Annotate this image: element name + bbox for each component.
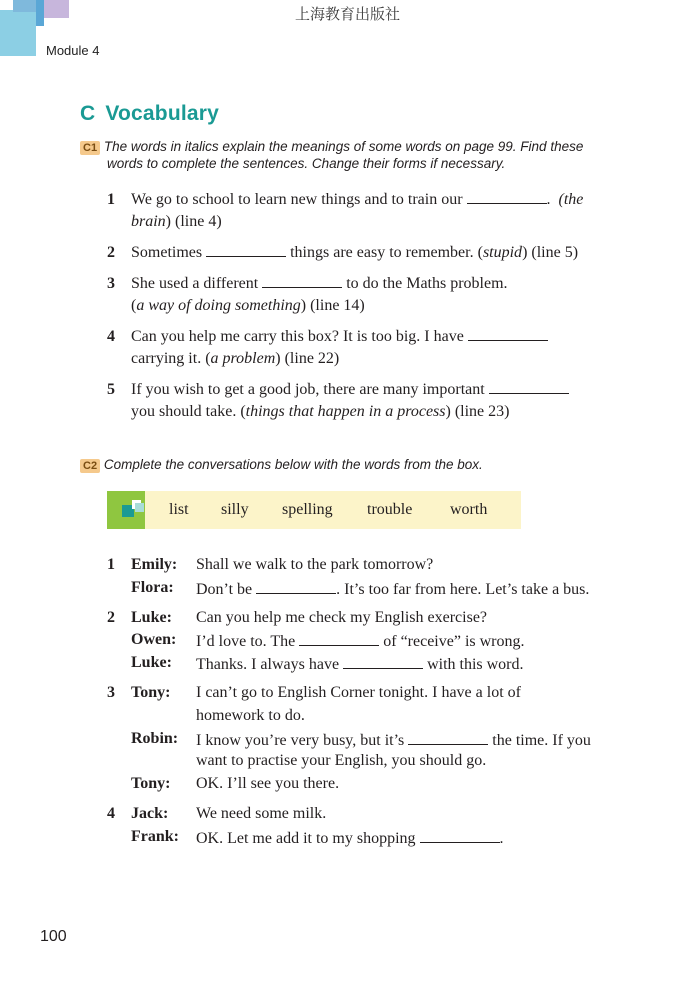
- answer-blank[interactable]: [206, 242, 286, 257]
- item-text-line2: carrying it. (a problem) (line 22): [131, 350, 340, 367]
- item-number: 4: [107, 328, 115, 345]
- dialogue-line: Don’t be . It’s too far from here. Let’s take a bus.: [196, 581, 590, 598]
- item-text: She used a different to do the Maths problem.: [131, 275, 508, 292]
- item-number: 2: [107, 244, 115, 261]
- speaker: Tony:: [131, 775, 171, 792]
- dialogue-line: OK. Let me add it to my shopping .: [196, 830, 504, 847]
- c2-instruction: [80, 456, 483, 473]
- module-label: Module 4: [46, 43, 100, 58]
- answer-blank[interactable]: [299, 631, 379, 646]
- item-text-line2: brain) (line 4): [131, 213, 222, 230]
- page-number: 100: [40, 928, 67, 945]
- item-text: We go to school to learn new things and to train our . (the: [131, 191, 584, 208]
- dialogue-line: Shall we walk to the park tomorrow?: [196, 556, 434, 573]
- conversation-number: 4: [107, 805, 115, 822]
- conversation-number: 2: [107, 609, 115, 626]
- speaker: Owen:: [131, 631, 177, 648]
- word-box: [107, 491, 521, 529]
- dialogue-line: I’d love to. The of “receive” is wrong.: [196, 633, 525, 650]
- word-worth: worth: [450, 501, 488, 518]
- dialogue-line: OK. I’ll see you there.: [196, 775, 340, 792]
- item-text: Sometimes things are easy to remember. (stupid) (line 5): [131, 244, 579, 261]
- c2-badge: C2: [80, 459, 100, 473]
- speaker: Luke:: [131, 609, 172, 626]
- item-number: 1: [107, 191, 115, 208]
- conversation-number: 1: [107, 556, 115, 573]
- dialogue-line: I know you’re very busy, but it’s the time. If you: [196, 732, 591, 749]
- c1-instruction: [80, 138, 583, 155]
- answer-blank[interactable]: [489, 379, 569, 394]
- speaker: Frank:: [131, 828, 179, 845]
- answer-blank[interactable]: [468, 326, 548, 341]
- speaker: Robin:: [131, 730, 179, 747]
- item-number: 3: [107, 275, 115, 292]
- answer-blank[interactable]: [467, 189, 547, 204]
- speaker: Flora:: [131, 579, 174, 596]
- dialogue-line: We need some milk.: [196, 805, 327, 822]
- word-list: list: [169, 501, 189, 518]
- dialogue-line: Thanks. I always have with this word.: [196, 656, 524, 673]
- answer-blank[interactable]: [256, 579, 336, 594]
- word-trouble: trouble: [367, 501, 413, 518]
- word-silly: silly: [221, 501, 249, 518]
- speaker: Jack:: [131, 805, 169, 822]
- dialogue-line: I can’t go to English Corner tonight. I have a lot of: [196, 684, 521, 701]
- item-text-line2: you should take. (things that happen in a process) (line 23): [131, 403, 510, 420]
- item-text-line2: (a way of doing something) (line 14): [131, 297, 365, 314]
- answer-blank[interactable]: [420, 828, 500, 843]
- publisher-name: 上海教育出版社: [294, 5, 400, 23]
- answer-blank[interactable]: [408, 730, 488, 745]
- item-text: Can you help me carry this box? It is too big. I have: [131, 326, 548, 348]
- item-number: 5: [107, 381, 115, 398]
- speaker: Tony:: [131, 684, 171, 701]
- dialogue-line: homework to do.: [196, 707, 305, 724]
- item-text: If you wish to get a good job, there are many important: [131, 379, 569, 401]
- c1-badge: C1: [80, 141, 100, 155]
- answer-blank[interactable]: [262, 273, 342, 288]
- dialogue-line: want to practise your English, you should go.: [196, 752, 487, 769]
- dialogue-line: Can you help me check my English exercise?: [196, 609, 488, 626]
- speaker: Emily:: [131, 556, 178, 573]
- section-name: Vocabulary: [105, 102, 220, 125]
- conversation-number: 3: [107, 684, 115, 701]
- answer-blank[interactable]: [343, 654, 423, 669]
- section-letter: C: [80, 102, 96, 125]
- section-title: [80, 102, 219, 126]
- speaker: Luke:: [131, 654, 172, 671]
- c1-instruction-line2: words to complete the sentences. Change their forms if necessary.: [107, 156, 506, 171]
- c1-instruction-line1: The words in italics explain the meanings of some words on page 99. Find these: [103, 139, 584, 154]
- c2-instruction-text: Complete the conversations below with the words from the box.: [103, 457, 483, 472]
- word-spelling: spelling: [282, 501, 333, 518]
